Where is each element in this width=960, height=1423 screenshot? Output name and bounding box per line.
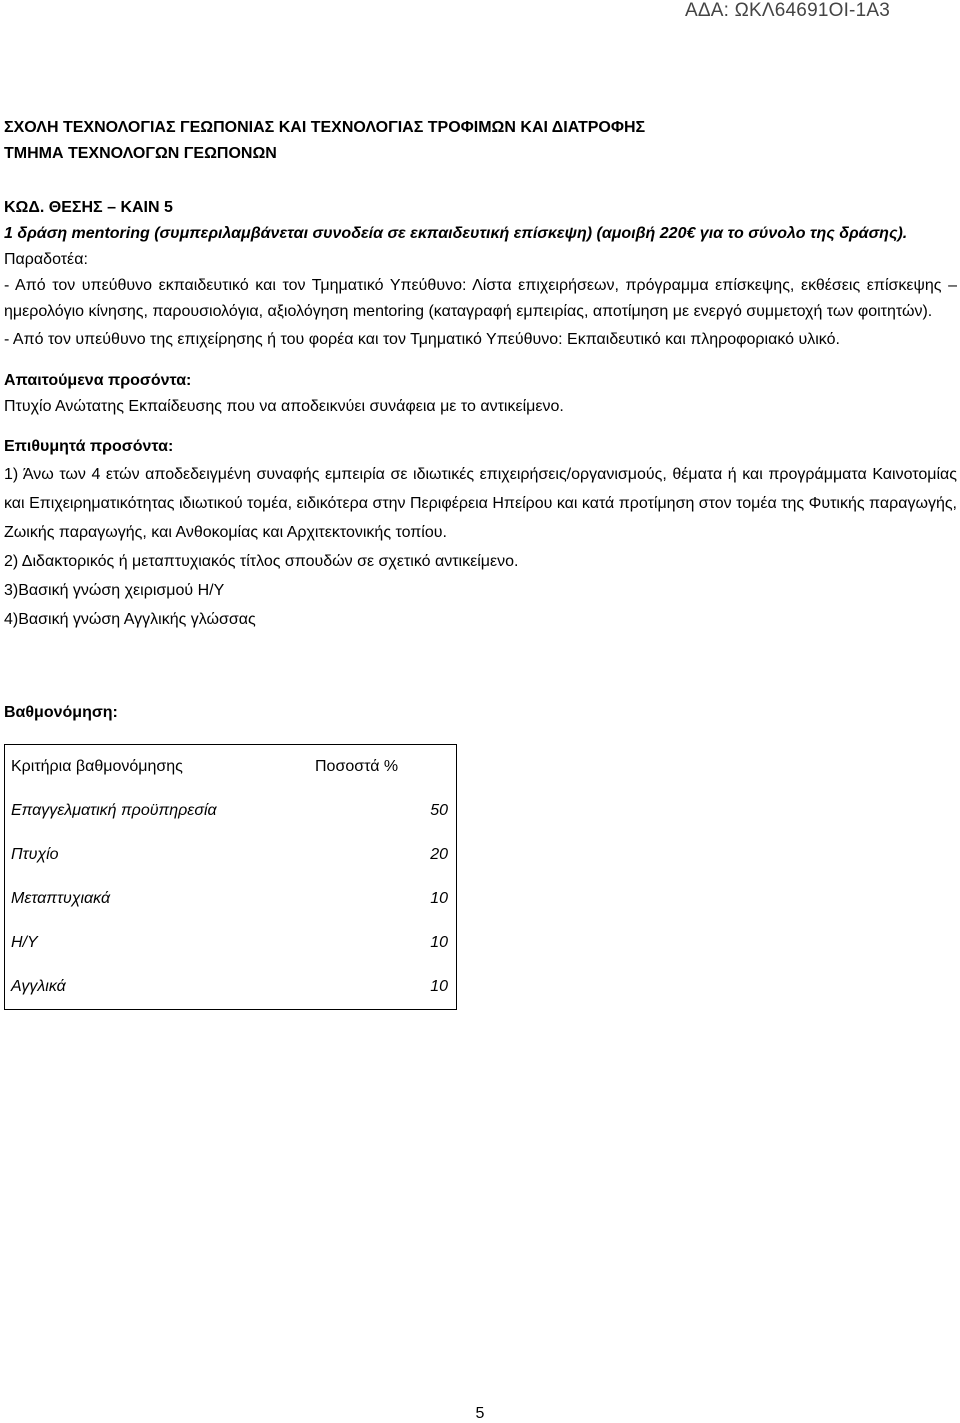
school-title: ΣΧΟΛΗ ΤΕΧΝΟΛΟΓΙΑΣ ΓΕΩΠΟΝΙΑΣ ΚΑΙ ΤΕΧΝΟΛΟΓΙΑΣ ΤΡΟΦΙΜΩΝ ΚΑΙ ΔΙΑΤΡΟΦΗΣ — [4, 119, 646, 136]
required-qualifications-text: Πτυχίο Ανώτατης Εκπαίδευσης που να αποδεικνύει συνάφεια με το αντικείμενο. — [4, 398, 564, 415]
table-row — [5, 877, 457, 921]
criteria-value: 20 — [430, 846, 448, 863]
desired-item: 4)Βασική γνώση Αγγλικής γλώσσας — [4, 611, 256, 628]
desired-item: 3)Βασική γνώση χειρισμού Η/Υ — [4, 582, 225, 599]
deliverable-item: - Από τον υπεύθυνο εκπαιδευτικό και τον Τμηματικό Υπεύθυνο: Λίστα επιχειρήσεων, πρόγραμμα επίσκεψης, εκθέσεις επίσκεψης – ημερολόγιο κίνησης, παρουσιολόγια, αξιολόγηση mentoring (καταγραφή εμπειρίας, αποτίμηση με ενεργό συμμετοχή των φοιτητών). — [4, 277, 957, 320]
position-code: ΚΩΔ. ΘΕΣΗΣ – ΚΑΙΝ 5 — [4, 199, 173, 216]
required-qualifications-title: Απαιτούμενα προσόντα: — [4, 372, 192, 389]
document-body — [4, 115, 957, 1010]
header-percent: Ποσοστά % — [315, 758, 399, 775]
desired-item: 2) Διδακτορικός ή μεταπτυχιακός τίτλος σπουδών σε σχετικό αντικείμενο. — [4, 553, 519, 570]
header-criteria: Κριτήρια βαθμονόμησης — [11, 758, 183, 775]
table-row — [5, 833, 457, 877]
criteria-value: 10 — [430, 890, 448, 907]
table-row — [5, 965, 457, 1010]
criteria-label: Μεταπτυχιακά — [11, 890, 111, 907]
grading-table — [4, 744, 457, 1010]
page-number: 5 — [475, 1405, 485, 1422]
table-row — [5, 921, 457, 965]
criteria-label: Η/Υ — [11, 934, 38, 951]
criteria-value: 50 — [430, 802, 448, 819]
table-header-row — [5, 745, 457, 790]
criteria-value: 10 — [430, 934, 448, 951]
criteria-label: Πτυχίο — [11, 846, 59, 863]
desired-item: 1) Άνω των 4 ετών αποδεδειγμένη συναφής εμπειρία σε ιδιωτικές επιχειρήσεις/οργανισμούς, θέματα ή και προγράμματα Καινοτομίας και Επιχειρηματικότητας ιδιωτικού τομέα, ειδικότερα στην Περιφέρεια Ηπείρου και κατά προτίμηση στον τομέα της Φυτικής παραγωγής, Ζωικής παραγωγής, και Ανθοκομίας και Αρχιτεκτονικής τοπίου. — [4, 466, 957, 541]
position-description: 1 δράση mentoring (συμπεριλαμβάνεται συνοδεία σε εκπαιδευτική επίσκεψη) (αμοιβή 220€ για το σύνολο της δράσης). — [4, 225, 908, 242]
table-row — [5, 789, 457, 833]
criteria-label: Αγγλικά — [11, 978, 66, 995]
criteria-value: 10 — [430, 978, 448, 995]
desired-qualifications-title: Επιθυμητά προσόντα: — [4, 438, 174, 455]
deliverables-title: Παραδοτέα: — [4, 251, 88, 268]
department-title: ΤΜΗΜΑ ΤΕΧΝΟΛΟΓΩΝ ΓΕΩΠΟΝΩΝ — [4, 145, 277, 162]
grading-title: Βαθμονόμηση: — [4, 704, 118, 721]
deliverable-item: - Από τον υπεύθυνο της επιχείρησης ή του φορέα και τον Τμηματικό Υπεύθυνο: Εκπαιδευτικό και πληροφοριακό υλικό. — [4, 331, 840, 348]
ada-code: ΑΔΑ: ΩΚΛ64691ΟΙ-1Α3 — [685, 0, 890, 21]
criteria-label: Επαγγελματική προϋπηρεσία — [11, 802, 217, 819]
